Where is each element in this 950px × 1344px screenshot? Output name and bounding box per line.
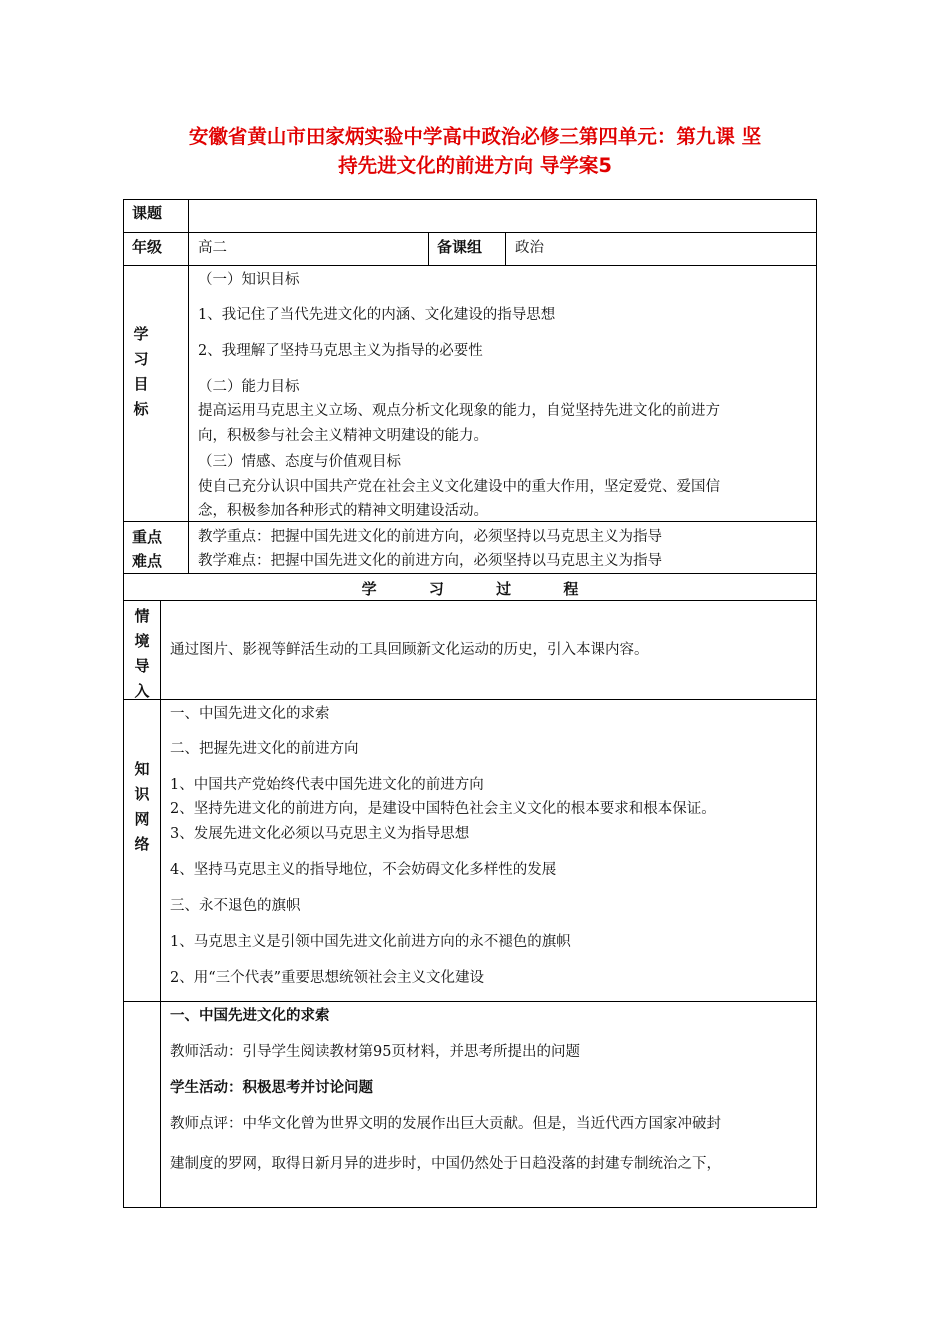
process-char: 过: [496, 580, 512, 598]
network-label-char: 知: [134, 760, 150, 778]
group-value: 政治: [515, 240, 544, 256]
network-item: 3、发展先进文化必须以马克思主义为指导思想: [170, 826, 470, 842]
ability-goal-line-2: 向，积极参与社会主义精神文明建设的能力。: [198, 428, 488, 444]
content-heading: 一、中国先进文化的求索: [170, 1008, 330, 1024]
network-item: 三、永不退色的旗帜: [170, 898, 301, 914]
topic-label: 课题: [132, 204, 163, 222]
key-label-line-1: 重点: [132, 528, 163, 546]
process-char: 习: [428, 580, 444, 598]
knowledge-goal-heading: （一）知识目标: [198, 272, 300, 288]
network-item: 1、中国共产党始终代表中国先进文化的前进方向: [170, 777, 484, 793]
knowledge-goal-1: 1、我记住了当代先进文化的内涵、文化建设的指导思想: [198, 307, 556, 323]
network-label-char: 识: [134, 785, 150, 803]
goals-label-char: 目: [133, 375, 149, 393]
title-line-2: 持先进文化的前进方向 导学案5: [338, 154, 612, 177]
group-label: 备课组: [437, 238, 483, 256]
goals-label-char: 习: [133, 350, 149, 368]
difficult-point: 教学难点：把握中国先进文化的前进方向，必须坚持以马克思主义为指导: [198, 553, 662, 569]
intro-label: [127, 604, 157, 704]
goals-label-char: 标: [133, 400, 149, 418]
grade-value: 高二: [198, 240, 227, 256]
process-header: [124, 578, 816, 599]
network-item: 二、把握先进文化的前进方向: [170, 741, 359, 757]
intro-text: 通过图片、影视等鲜活生动的工具回顾新文化运动的历史，引入本课内容。: [170, 642, 649, 658]
network-item: 2、用“三个代表”重要思想统领社会主义文化建设: [170, 970, 485, 986]
emotion-goal-line-2: 念，积极参加各种形式的精神文明建设活动。: [198, 503, 488, 519]
emotion-goal-heading: （三）情感、态度与价值观目标: [198, 454, 401, 470]
goals-label-char: 学: [133, 325, 149, 343]
goals-label: [126, 322, 156, 422]
intro-label-char: 境: [134, 632, 150, 650]
intro-label-char: 入: [134, 682, 150, 700]
network-item: 2、坚持先进文化的前进方向，是建设中国特色社会主义文化的根本要求和根本保证。: [170, 801, 716, 817]
network-item: 一、中国先进文化的求索: [170, 706, 330, 722]
emotion-goal-line-1: 使自己充分认识中国共产党在社会主义文化建设中的重大作用，坚定爱党、爱国信: [198, 479, 720, 495]
network-label-char: 网: [134, 810, 150, 828]
grade-label: 年级: [132, 238, 163, 256]
process-char: 程: [563, 580, 579, 598]
teacher-activity: 教师活动：引导学生阅读教材第95页材料，并思考所提出的问题: [170, 1044, 580, 1060]
teacher-comment-line-1: 教师点评：中华文化曾为世界文明的发展作出巨大贡献。但是，当近代西方国家冲破封: [170, 1116, 721, 1132]
document-title: [120, 122, 830, 180]
knowledge-goal-2: 2、我理解了坚持马克思主义为指导的必要性: [198, 343, 483, 359]
key-label-line-2: 难点: [132, 552, 163, 570]
process-char: 学: [361, 580, 377, 598]
teacher-comment-line-2: 建制度的罗网，取得日新月异的进步时，中国仍然处于日趋没落的封建专制统治之下，: [170, 1156, 721, 1172]
network-label: [127, 757, 157, 857]
student-activity: 学生活动：积极思考并讨论问题: [170, 1080, 373, 1096]
intro-label-char: 导: [134, 657, 150, 675]
title-line-1: 安徽省黄山市田家炳实验中学高中政治必修三第四单元：第九课 坚: [188, 125, 762, 148]
network-item: 1、马克思主义是引领中国先进文化前进方向的永不褪色的旗帜: [170, 934, 571, 950]
ability-goal-heading: （二）能力目标: [198, 379, 300, 395]
ability-goal-line-1: 提高运用马克思主义立场、观点分析文化现象的能力，自觉坚持先进文化的前进方: [198, 403, 720, 419]
key-point: 教学重点：把握中国先进文化的前进方向，必须坚持以马克思主义为指导: [198, 529, 662, 545]
network-item: 4、坚持马克思主义的指导地位，不会妨碍文化多样性的发展: [170, 862, 557, 878]
intro-label-char: 情: [134, 607, 150, 625]
network-label-char: 络: [134, 835, 150, 853]
